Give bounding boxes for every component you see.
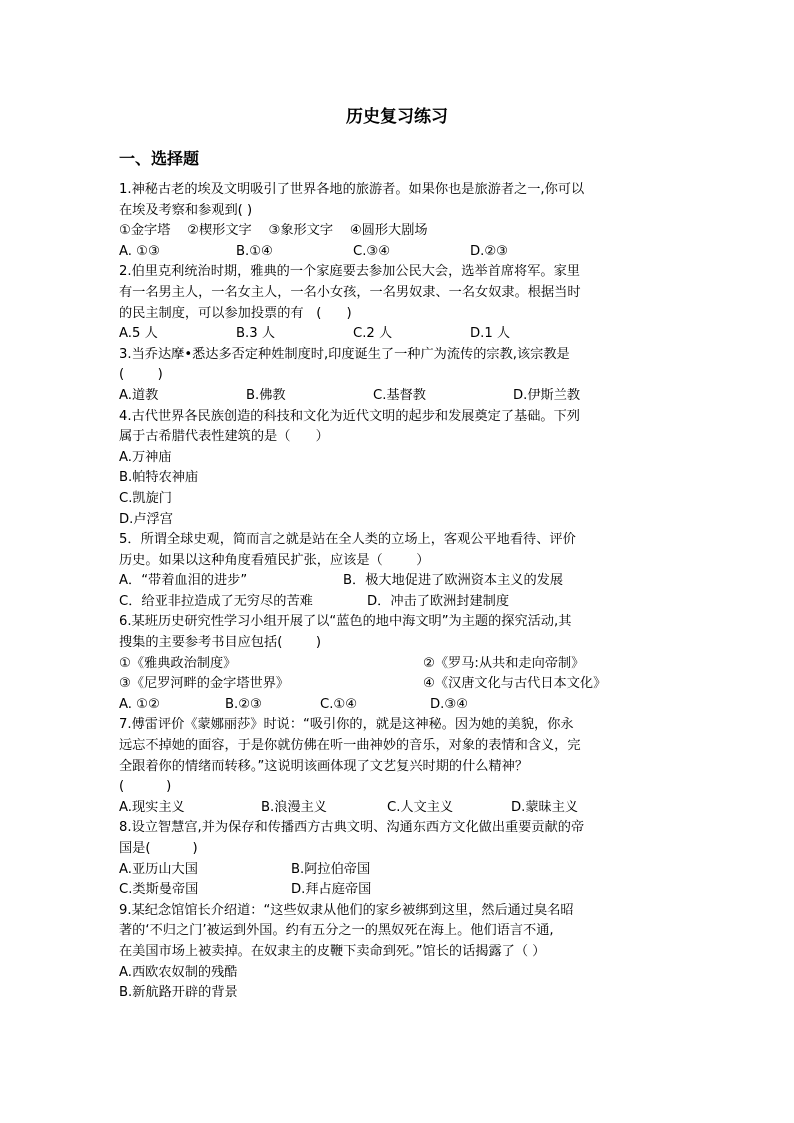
option-a: A.万神庙 [119, 449, 172, 465]
option-b: B.阿拉伯帝国 [291, 861, 371, 877]
option-d: D．冲击了欧洲封建制度 [367, 593, 510, 609]
option-d: D.②③ [470, 243, 508, 259]
question-text: 著的‘不归之门’被运到外国。约有五分之一的黑奴死在海上。他们语言不通, [119, 923, 554, 939]
option-a: A.5 人 [119, 326, 158, 342]
option-row [119, 860, 679, 881]
option-c: C.凯旋门 [119, 490, 172, 506]
question-7 [119, 715, 679, 818]
question-text: 历史。如果以这种角度看殖民扩张，应该是（ ） [119, 552, 430, 568]
question-text: 5．所谓全球史观，简而言之就是站在全人类的立场上，客观公平地看待、评价 [119, 532, 576, 548]
question-6 [119, 612, 679, 715]
question-text: 6.某班历史研究性学习小组开展了以“蓝色的地中海文明”为主题的探究活动,其 [119, 614, 572, 630]
option-d: D.伊斯兰教 [513, 387, 581, 403]
question-text: 全跟着你的情绪而转移。”这说明该画体现了文艺复兴时期的什么精神？ [119, 758, 529, 774]
question-text: 7.傅雷评价《蒙娜丽莎》时说：“吸引你的，就是这神秘。因为她的美貌，你永 [119, 717, 574, 733]
item-3: ③《尼罗河畔的金字塔世界》 [119, 676, 290, 692]
question-text: 有一名男主人，一名女主人，一名小女孩，一名男奴隶、一名女奴隶。根据当时 [119, 284, 581, 300]
option-row [119, 386, 679, 407]
option-d: D.1 人 [470, 326, 511, 342]
option-row [119, 695, 679, 716]
option-c: C.①④ [320, 696, 358, 712]
option-a: A．“带着血泪的进步” [119, 573, 248, 589]
option-a: A.亚历山大国 [119, 861, 198, 877]
question-text: 的民主制度，可以参加投票的有 ( ) [119, 305, 352, 321]
question-2 [119, 262, 679, 344]
option-b: B．极大地促进了欧洲资本主义的发展 [343, 573, 564, 589]
question-text: 搜集的主要参考书目应包括( ) [119, 635, 322, 651]
option-b: B.①④ [236, 243, 273, 259]
question-text: 1.神秘古老的埃及文明吸引了世界各地的旅游者。如果你也是旅游者之一,你可以 [119, 182, 585, 197]
question-text: ( ) [119, 367, 163, 383]
item-1: ①《雅典政治制度》 [119, 655, 237, 671]
option-d: D.③④ [430, 696, 468, 712]
document-title: 历史复习练习 [346, 107, 448, 127]
option-b: B.3 人 [236, 326, 276, 342]
option-b: B.②③ [225, 696, 262, 712]
question-text: 远忘不掉她的面容，于是你就仿佛在听一曲神妙的音乐，对象的表情和含义，完 [119, 738, 581, 754]
option-c: C.基督教 [373, 387, 426, 403]
option-b: B.浪漫主义 [261, 799, 327, 815]
question-text: 2.伯里克利统治时期，雅典的一个家庭要去参加公民大会，选举首席将军。家里 [119, 264, 580, 280]
option-c: C.类斯曼帝国 [119, 882, 199, 898]
item-row [119, 674, 679, 695]
question-4 [119, 407, 679, 531]
question-1 [119, 180, 679, 262]
question-text: 3.当乔达摩•悉达多否定种姓制度时,印度诞生了一种广为流传的宗教,该宗教是 [119, 346, 570, 362]
option-a: A.现实主义 [119, 799, 185, 815]
option-a: A.西欧农奴制的残酷 [119, 964, 238, 980]
option-row [119, 242, 679, 263]
option-row [119, 592, 679, 613]
option-a: A.道教 [119, 387, 159, 403]
question-text: 属于古希腊代表性建筑的是（ ） [119, 429, 329, 445]
question-text: ( ) [119, 779, 172, 795]
item-2: ②《罗马:从共和走向帝制》 [423, 655, 585, 671]
question-text: 4.古代世界各民族创造的科技和文化为近代文明的起步和发展奠定了基础。下列 [119, 408, 580, 424]
question-list [119, 180, 679, 1004]
item-row [119, 654, 679, 675]
option-d: D.卢浮宫 [119, 511, 173, 527]
question-items: ①金字塔 ②楔形文字 ③象形文字 ④圆形大剧场 [119, 223, 428, 239]
question-text: 在美国市场上被卖掉。在奴隶主的皮鞭下卖命到死。”馆长的话揭露了（ ） [119, 943, 546, 959]
option-row [119, 880, 679, 901]
question-3 [119, 345, 679, 407]
option-c: C.③④ [353, 243, 391, 259]
option-a: A. ①③ [119, 243, 160, 259]
option-row [119, 571, 679, 592]
option-d: D.拜占庭帝国 [291, 882, 372, 898]
option-row [119, 324, 679, 345]
option-a: A. ①② [119, 696, 160, 712]
option-c: C.2 人 [353, 326, 393, 342]
option-b: B.帕特农神庙 [119, 470, 199, 486]
option-b: B.佛教 [246, 387, 286, 403]
item-4: ④《汉唐文化与古代日本文化》 [423, 676, 607, 692]
option-c: C．给亚非拉造成了无穷尽的苦难 [119, 593, 313, 609]
question-5 [119, 530, 679, 612]
option-d: D.蒙昧主义 [511, 799, 579, 815]
question-9 [119, 901, 679, 1004]
question-8 [119, 818, 679, 900]
question-text: 9.某纪念馆馆长介绍道：“这些奴隶从他们的家乡被绑到这里，然后通过臭名昭 [119, 902, 574, 918]
question-text: 8.设立智慧宫,并为保存和传播西方古典文明、沟通东西方文化做出重要贡献的帝 [119, 820, 585, 836]
option-b: B.新航路开辟的背景 [119, 985, 238, 1001]
option-c: C.人文主义 [387, 799, 454, 815]
section-heading: 一、选择题 [119, 149, 200, 168]
question-text: 国是( ) [119, 841, 198, 856]
option-row [119, 798, 679, 819]
question-text: 在埃及考察和参观到( ) [119, 202, 253, 218]
